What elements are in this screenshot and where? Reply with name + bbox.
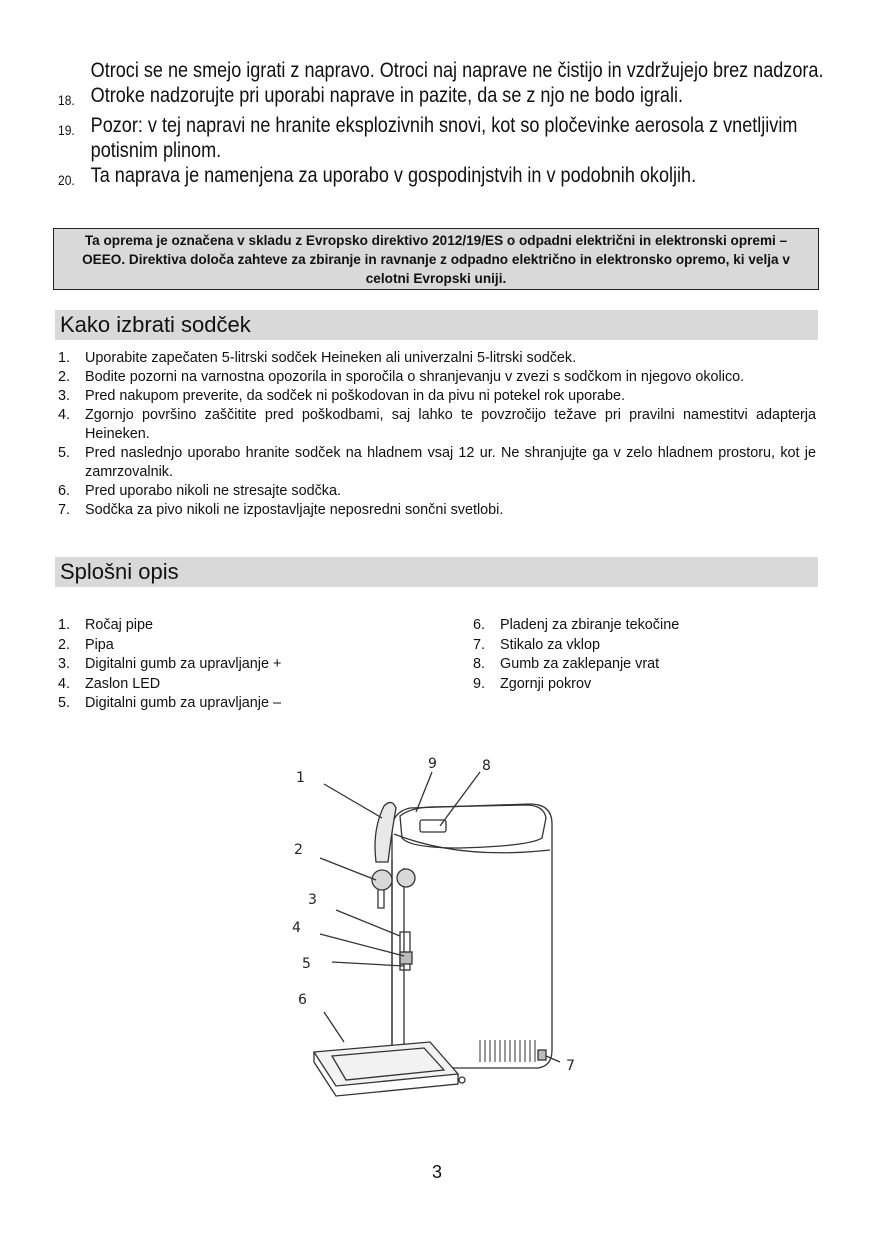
item-text: Zgornjo površino zaščitite pred poškodbami, saj lahko te povzročijo težave pri pravilni namestitvi adapterja Heineken. — [85, 407, 816, 442]
item-text: Pozor: v tej napravi ne hranite eksplozivnih snovi, kot so pločevinke aerosola z vnetljivim potisnim plinom. — [90, 114, 798, 162]
part-item — [58, 655, 281, 675]
item-number: 18. — [58, 92, 75, 108]
weee-notice-text: Ta oprema je označena v skladu z Evropsko direktivo 2012/19/ES o odpadni električni in elektronski opremi – OEEO. Direktiva določa zahteve za zbiranje in ravnanje z odpadno električno in elektronsko opremo, ki velja v celotni Evropski uniji. — [82, 232, 790, 286]
part-number: 9. — [473, 675, 486, 692]
callout-1: 1 — [296, 770, 305, 786]
page-number: 3 — [431, 1162, 442, 1182]
callout-4: 4 — [292, 920, 301, 936]
intro-item — [58, 83, 836, 113]
intro-safety-list — [58, 58, 838, 193]
part-name: Stikalo za vklop — [500, 636, 600, 653]
item-text: Pred naslednjo uporabo hranite sodček na hladnem vsaj 12 ur. Ne shranjujte ga v zelo hladnem prostoru, kot je zamrzovalnik. — [85, 445, 816, 480]
intro-item — [58, 58, 836, 83]
callout-8: 8 — [482, 758, 491, 774]
item-number: 4. — [58, 407, 71, 423]
part-item — [473, 655, 679, 675]
leader-line-2 — [320, 858, 376, 880]
part-number: 3. — [58, 656, 71, 672]
power-switch — [538, 1050, 546, 1060]
leader-line-7 — [546, 1056, 560, 1062]
beer-dispenser-diagram — [280, 750, 600, 1100]
dispenser-drawing — [314, 772, 560, 1096]
item-number: 1. — [58, 350, 71, 366]
callout-7: 7 — [566, 1058, 575, 1074]
list-item — [58, 349, 816, 368]
led-display — [400, 952, 412, 964]
part-number: 1. — [58, 617, 71, 633]
spout-nozzle — [378, 890, 384, 908]
item-number: 20. — [58, 172, 75, 188]
item-text: Otroci se ne smejo igrati z napravo. Otroci naj naprave ne čistijo in vzdržujejo brez nadzora. — [90, 59, 824, 82]
item-number: 19. — [58, 122, 75, 138]
item-text: Sodčka za pivo nikoli ne izpostavljajte neposredni sončni svetlobi. — [85, 502, 504, 518]
part-item — [58, 694, 281, 714]
item-text: Ta naprava je namenjena za uporabo v gospodinjstvih in v podobnih okoljih. — [90, 164, 697, 187]
part-item — [473, 636, 679, 656]
item-number: 5. — [58, 445, 71, 461]
callout-3: 3 — [308, 892, 317, 908]
tap-valve — [397, 869, 415, 887]
part-name: Zaslon LED — [85, 675, 161, 692]
part-name: Digitalni gumb za upravljanje – — [85, 695, 281, 711]
callout-9: 9 — [428, 756, 437, 772]
item-text: Otroke nadzorujte pri uporabi naprave in pazite, da se z njo ne bodo igrali. — [90, 84, 684, 107]
parts-list-right — [473, 616, 679, 694]
callout-6: 6 — [298, 992, 307, 1008]
parts-list-left — [58, 616, 281, 714]
dispenser-body — [392, 804, 552, 1068]
lock-button — [420, 820, 446, 832]
item-number — [58, 58, 91, 83]
leader-line-8 — [440, 772, 480, 826]
part-item — [58, 616, 281, 636]
item-text: Pred uporabo nikoli ne stresajte sodčka. — [85, 483, 341, 499]
top-lid — [400, 805, 546, 848]
item-number: 7. — [58, 502, 71, 518]
list-item — [58, 406, 816, 444]
section-heading-description: Splošni opis — [55, 557, 818, 587]
part-number: 8. — [473, 656, 486, 672]
part-number: 2. — [58, 636, 71, 653]
part-name: Pladenj za zbiranje tekočine — [500, 617, 680, 633]
part-name: Digitalni gumb za upravljanje + — [85, 656, 282, 672]
leader-line-6 — [324, 1012, 344, 1042]
part-item — [58, 675, 281, 695]
foot — [459, 1077, 465, 1083]
list-item — [58, 501, 816, 520]
vent-grille — [480, 1040, 535, 1062]
part-name: Pipa — [85, 636, 114, 653]
intro-item — [58, 163, 836, 193]
part-number: 4. — [58, 675, 71, 692]
callout-2: 2 — [294, 842, 303, 858]
part-name: Gumb za zaklepanje vrat — [500, 656, 660, 672]
intro-item — [58, 113, 836, 163]
part-item — [473, 675, 679, 695]
list-item — [58, 368, 816, 387]
list-item — [58, 482, 816, 501]
leader-line-3 — [336, 910, 400, 936]
item-text: Bodite pozorni na varnostna opozorila in sporočila o shranjevanju v zvezi s sodčkom in njegovo okolico. — [85, 369, 745, 385]
part-item — [58, 636, 281, 656]
tap-handle — [375, 802, 396, 862]
part-number: 6. — [473, 617, 486, 633]
list-item — [58, 444, 816, 482]
item-number: 6. — [58, 483, 71, 499]
weee-notice-box — [53, 228, 819, 290]
part-number: 5. — [58, 695, 71, 711]
item-number: 3. — [58, 388, 71, 404]
part-item — [473, 616, 679, 636]
keg-instructions-list — [58, 349, 816, 520]
item-text: Uporabite zapečaten 5-litrski sodček Heineken ali univerzalni 5-litrski sodček. — [85, 350, 577, 366]
leader-line-9 — [416, 772, 432, 812]
list-item — [58, 387, 816, 406]
drip-tray — [314, 1042, 458, 1086]
section-heading-keg: Kako izbrati sodček — [55, 310, 818, 340]
item-text: Pred nakupom preverite, da sodček ni poškodovan in da pivu ni potekel rok uporabe. — [85, 388, 625, 404]
leader-line-1 — [324, 784, 382, 818]
part-number: 7. — [473, 636, 486, 653]
leader-line-5 — [332, 962, 404, 966]
part-name: Ročaj pipe — [85, 617, 153, 633]
item-number: 2. — [58, 369, 71, 385]
part-name: Zgornji pokrov — [500, 675, 592, 692]
callout-5: 5 — [302, 956, 311, 972]
